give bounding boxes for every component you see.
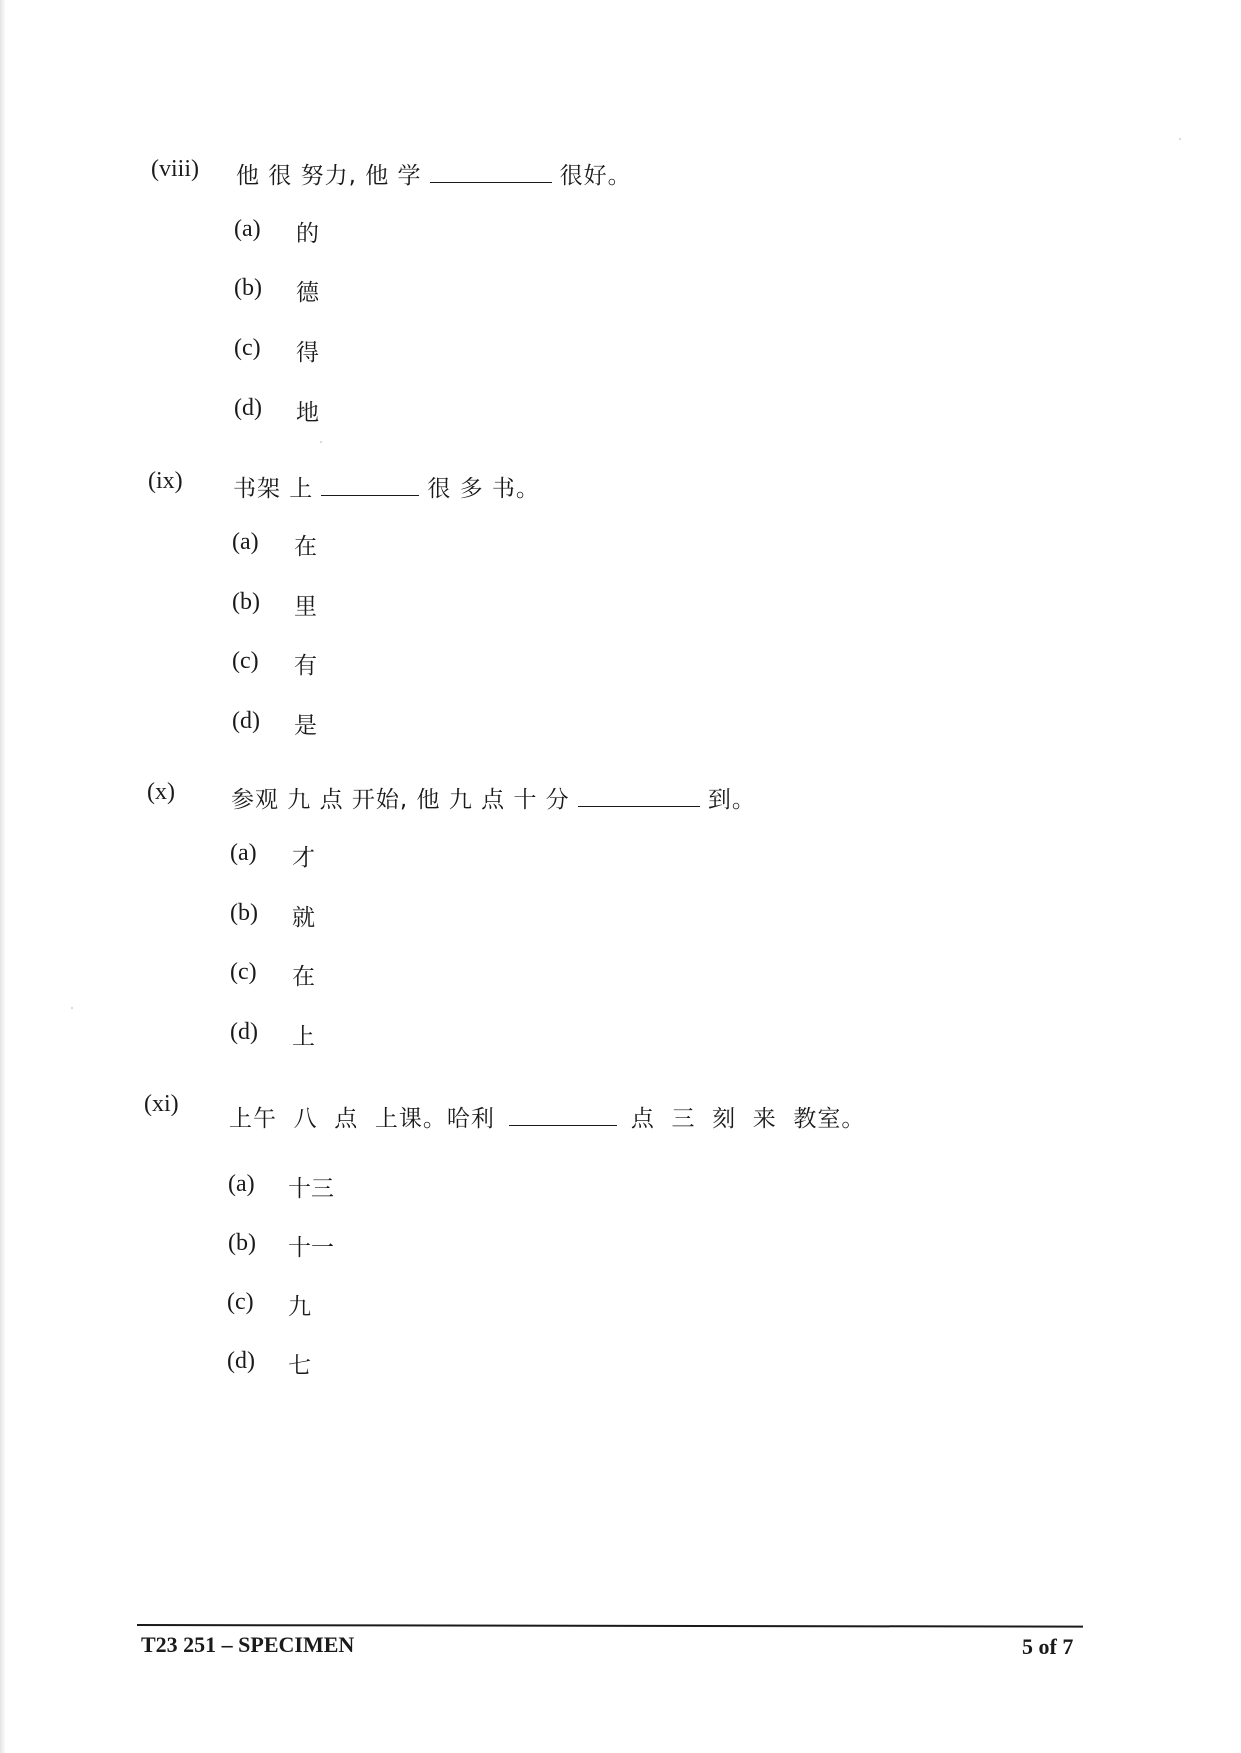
scan-speck: [1179, 138, 1181, 140]
option-text: 才: [292, 845, 315, 871]
answer-blank: [430, 178, 552, 183]
option-text: 得: [296, 340, 319, 366]
scan-speck: [320, 441, 322, 443]
option-letter: (d): [234, 395, 262, 421]
option-text: 里: [294, 594, 317, 620]
question-stem: [236, 157, 632, 190]
question-number: (viii): [151, 156, 199, 182]
option-letter: (d): [227, 1348, 255, 1374]
question-stem: [229, 1100, 865, 1133]
answer-blank: [578, 802, 700, 807]
question-number: (xi): [144, 1091, 179, 1117]
stem-text-after: 很好。: [559, 163, 632, 189]
option-text: 九: [288, 1294, 311, 1320]
option-text: 德: [296, 280, 319, 306]
option-letter: (c): [234, 335, 261, 361]
option-letter: (a): [232, 529, 259, 555]
option-letter: (c): [230, 959, 257, 985]
question-stem: [233, 470, 540, 503]
answer-blank: [509, 1121, 617, 1126]
stem-text-before: 参观 九 点 开始, 他 九 点 十 分: [231, 787, 570, 813]
option-text: 七: [288, 1353, 311, 1379]
option-letter: (d): [230, 1019, 258, 1045]
option-text: 有: [294, 653, 317, 679]
option-letter: (b): [232, 589, 260, 615]
scan-speck: [71, 1007, 73, 1009]
option-text: 是: [294, 713, 317, 739]
stem-text-after: 到。: [707, 787, 756, 813]
option-letter: (a): [234, 216, 261, 242]
question-stem: [231, 781, 756, 814]
option-text: 在: [292, 964, 315, 990]
option-letter: (a): [228, 1171, 255, 1197]
option-text: 在: [294, 534, 317, 560]
stem-text-after: 很 多 书。: [427, 476, 540, 502]
option-text: 十一: [288, 1235, 334, 1261]
option-letter: (a): [230, 840, 257, 866]
option-text: 就: [292, 905, 315, 931]
stem-text-before: 上午 八 点 上课。哈利: [229, 1106, 495, 1132]
question-number: (ix): [148, 468, 183, 494]
scan-page-edge: [0, 0, 6, 1753]
option-text: 上: [292, 1024, 315, 1050]
question-number: (x): [147, 779, 175, 805]
footer-page-number: 5 of 7: [1022, 1634, 1074, 1659]
option-letter: (c): [232, 648, 259, 674]
footer-paper-code: T23 251 – SPECIMEN: [141, 1632, 355, 1657]
option-letter: (c): [227, 1289, 254, 1315]
option-letter: (d): [232, 708, 260, 734]
answer-blank: [321, 491, 419, 496]
option-letter: (b): [230, 900, 258, 926]
option-text: 的: [296, 221, 319, 247]
option-text: 地: [296, 400, 319, 426]
stem-text-after: 点 三 刻 来 教室。: [630, 1106, 866, 1132]
stem-text-before: 书架 上: [233, 476, 314, 502]
stem-text-before: 他 很 努力, 他 学: [236, 163, 422, 189]
footer-divider: [137, 1624, 1083, 1628]
option-text: 十三: [288, 1176, 334, 1202]
option-letter: (b): [228, 1230, 256, 1256]
option-letter: (b): [234, 275, 262, 301]
